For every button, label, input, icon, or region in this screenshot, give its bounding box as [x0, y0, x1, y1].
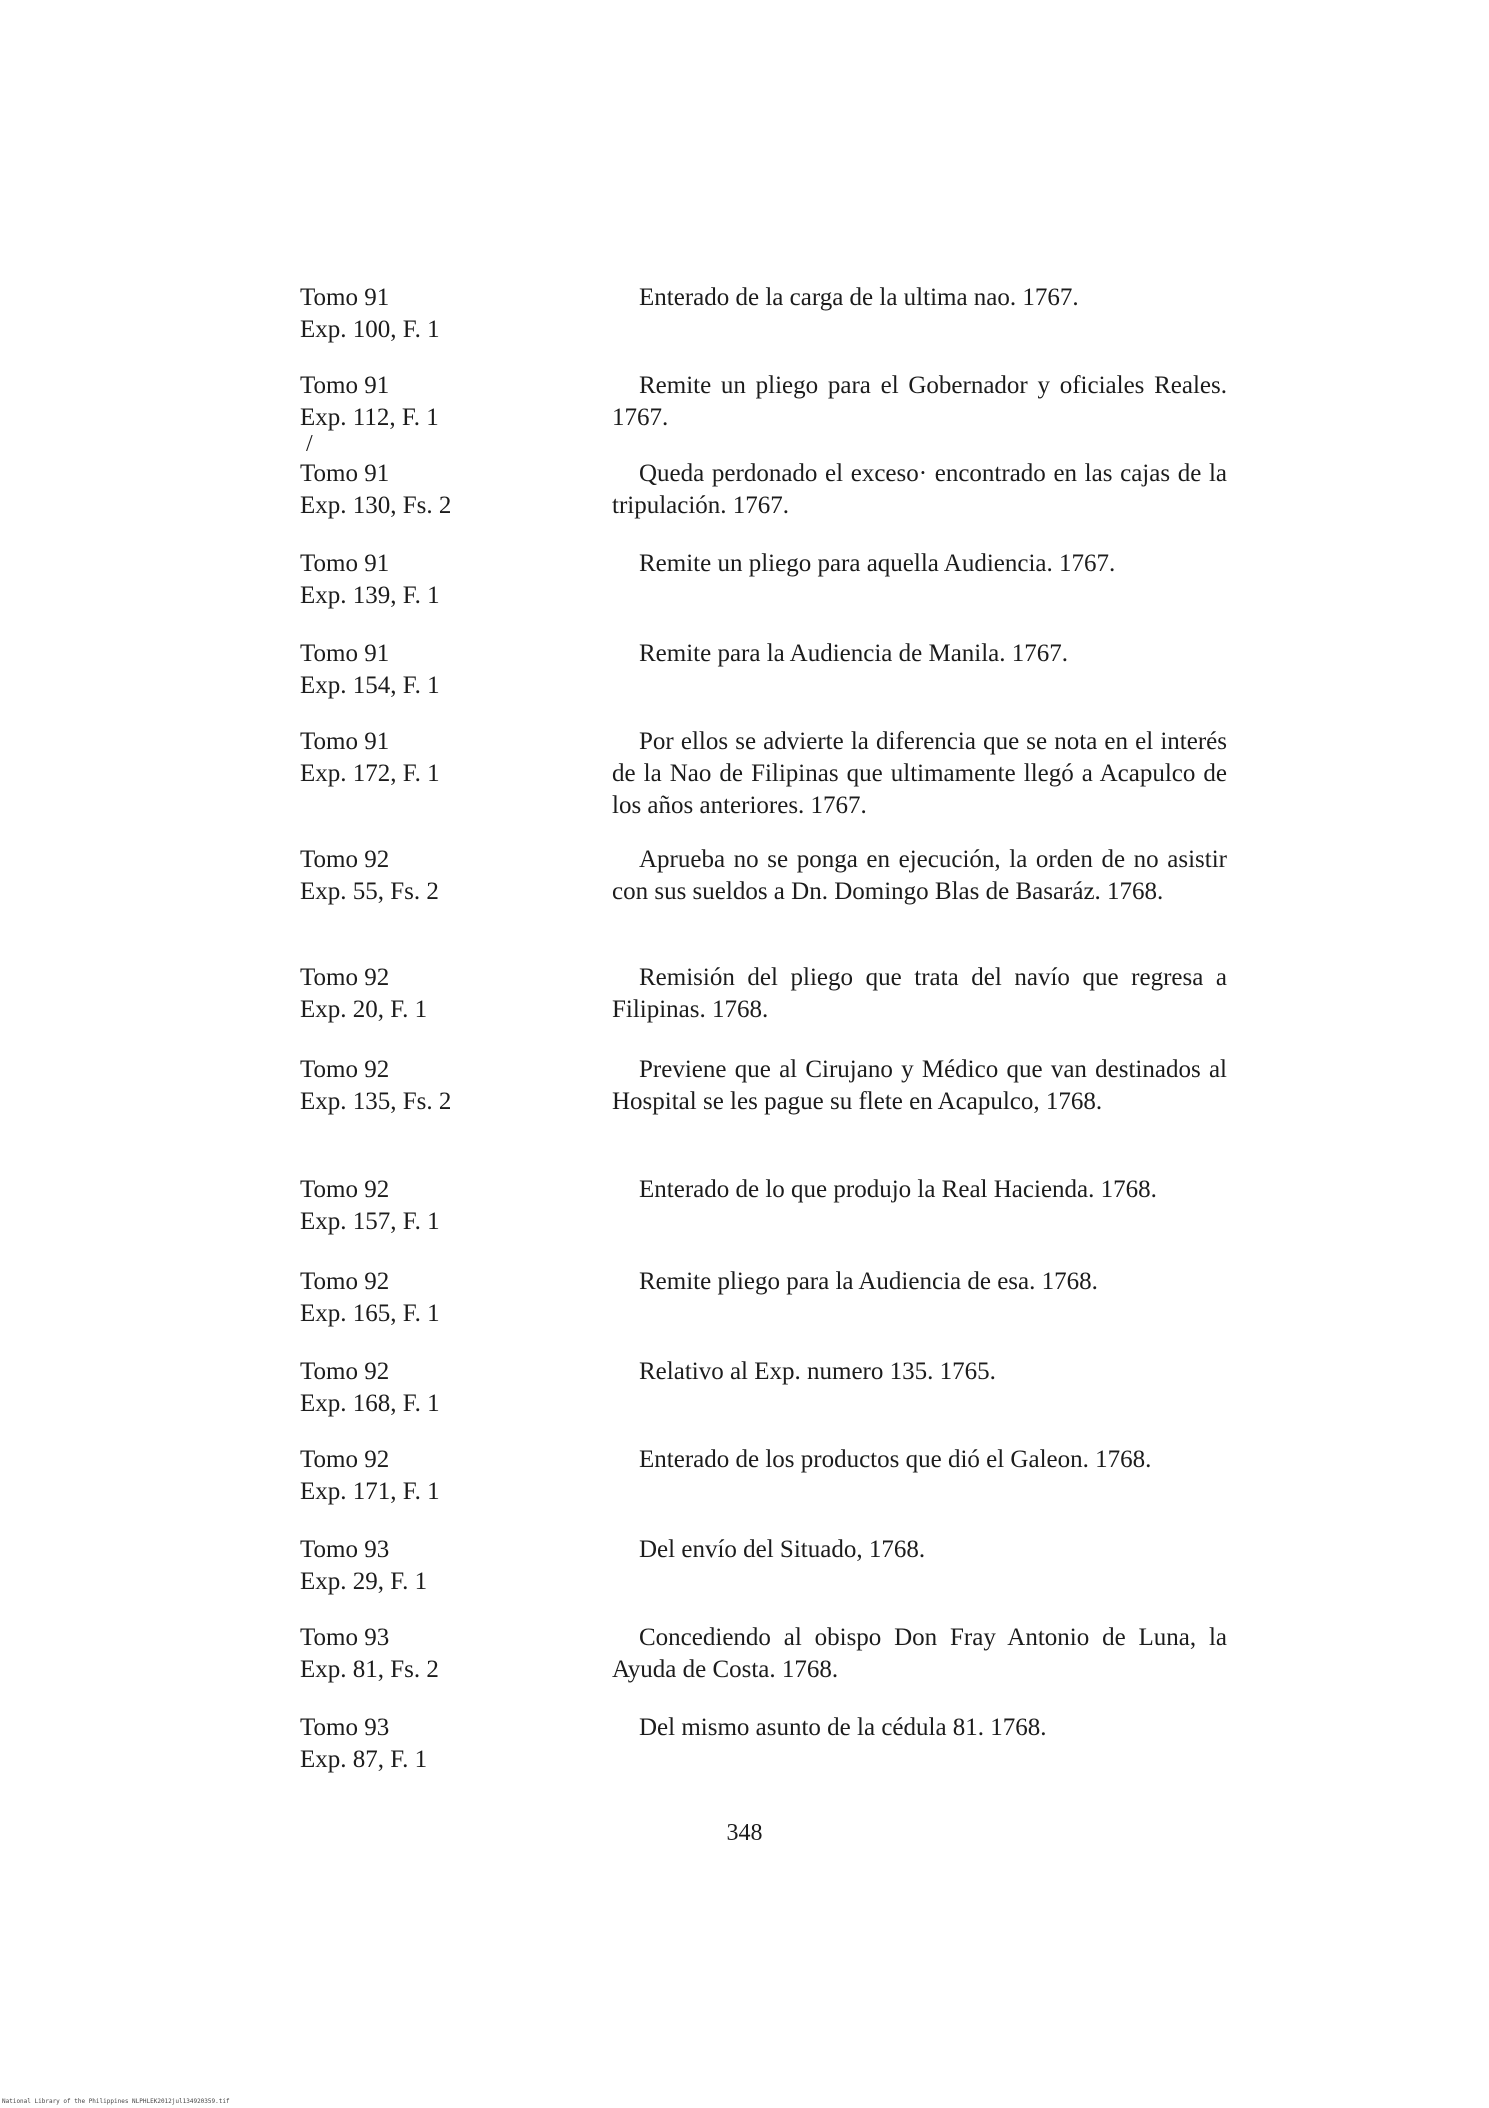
entry-description: Queda perdonado el exceso· encontrado en las cajas de la tripulación. 1767.: [612, 460, 1227, 519]
tomo-label: Tomo 92: [300, 1446, 390, 1473]
volume-reference: [300, 844, 600, 908]
volume-reference: [300, 548, 600, 612]
entry-description: Del mismo asunto de la cédula 81. 1768.: [639, 1714, 1047, 1741]
entry-description: Por ellos se advierte la diferencia que se nota en el interés de la Nao de Filipinas que ultimamente llegó a Acapulco de los años anteriores. 1767.: [612, 728, 1227, 819]
exp-label: Exp. 112, F. 1: [300, 404, 439, 431]
volume-reference: [300, 1054, 600, 1118]
volume-reference: [300, 1712, 600, 1776]
tomo-label: Tomo 91: [300, 728, 390, 755]
exp-label: Exp. 29, F. 1: [300, 1568, 428, 1595]
volume-reference: [300, 370, 600, 434]
tomo-label: Tomo 91: [300, 640, 390, 667]
entry-description: Remite un pliego para aquella Audiencia. 1767.: [639, 550, 1116, 577]
volume-reference: [300, 1534, 600, 1598]
tomo-label: Tomo 93: [300, 1714, 390, 1741]
exp-label: Exp. 100, F. 1: [300, 316, 440, 343]
entry-description: Relativo al Exp. numero 135. 1765.: [639, 1358, 996, 1385]
tomo-label: Tomo 92: [300, 1358, 390, 1385]
volume-reference: [300, 726, 600, 790]
exp-label: Exp. 87, F. 1: [300, 1746, 428, 1773]
tomo-label: Tomo 92: [300, 1176, 390, 1203]
stray-mark: /: [306, 431, 313, 457]
volume-reference: [300, 962, 600, 1026]
tomo-label: Tomo 92: [300, 846, 390, 873]
entry-description: Enterado de los productos que dió el Galeon. 1768.: [639, 1446, 1152, 1473]
tomo-label: Tomo 93: [300, 1536, 390, 1563]
scan-footer: National Library of the Philippines NLPHLEK2012jul134920359.tif: [2, 2098, 230, 2105]
exp-label: Exp. 154, F. 1: [300, 672, 440, 699]
volume-reference: [300, 1356, 600, 1420]
volume-reference: [300, 458, 600, 522]
tomo-label: Tomo 91: [300, 284, 390, 311]
exp-label: Exp. 130, Fs. 2: [300, 492, 452, 519]
volume-reference: [300, 282, 600, 346]
entry-description: Aprueba no se ponga en ejecución, la orden de no asistir con sus sueldos a Dn. Domingo Blas de Basaráz. 1768.: [612, 846, 1227, 905]
entry-description: Remite un pliego para el Gobernador y oficiales Reales. 1767.: [612, 372, 1227, 431]
exp-label: Exp. 172, F. 1: [300, 760, 440, 787]
exp-label: Exp. 135, Fs. 2: [300, 1088, 452, 1115]
entry-description: Remite pliego para la Audiencia de esa. 1768.: [639, 1268, 1098, 1295]
entry-description: Del envío del Situado, 1768.: [639, 1536, 926, 1563]
volume-reference: [300, 638, 600, 702]
volume-reference: [300, 1622, 600, 1686]
volume-reference: [300, 1266, 600, 1330]
entry-description: Previene que al Cirujano y Médico que van destinados al Hospital se les pague su flete en Acapulco, 1768.: [612, 1056, 1227, 1115]
entry-description: Enterado de la carga de la ultima nao. 1767.: [639, 284, 1079, 311]
volume-reference: [300, 1444, 600, 1508]
tomo-label: Tomo 91: [300, 550, 390, 577]
exp-label: Exp. 20, F. 1: [300, 996, 428, 1023]
tomo-label: Tomo 91: [300, 460, 390, 487]
page-number: 348: [726, 1820, 763, 1846]
tomo-label: Tomo 93: [300, 1624, 390, 1651]
exp-label: Exp. 139, F. 1: [300, 582, 440, 609]
tomo-label: Tomo 92: [300, 1268, 390, 1295]
exp-label: Exp. 168, F. 1: [300, 1390, 440, 1417]
tomo-label: Tomo 92: [300, 1056, 390, 1083]
tomo-label: Tomo 91: [300, 372, 390, 399]
exp-label: Exp. 55, Fs. 2: [300, 878, 439, 905]
tomo-label: Tomo 92: [300, 964, 390, 991]
exp-label: Exp. 165, F. 1: [300, 1300, 440, 1327]
entry-description: Remite para la Audiencia de Manila. 1767.: [639, 640, 1069, 667]
volume-reference: [300, 1174, 600, 1238]
exp-label: Exp. 81, Fs. 2: [300, 1656, 439, 1683]
entry-description: Concediendo al obispo Don Fray Antonio de Luna, la Ayuda de Costa. 1768.: [612, 1624, 1227, 1683]
exp-label: Exp. 157, F. 1: [300, 1208, 440, 1235]
entry-description: Enterado de lo que produjo la Real Hacienda. 1768.: [639, 1176, 1157, 1203]
entry-description: Remisión del pliego que trata del navío que regresa a Filipinas. 1768.: [612, 964, 1227, 1023]
exp-label: Exp. 171, F. 1: [300, 1478, 440, 1505]
